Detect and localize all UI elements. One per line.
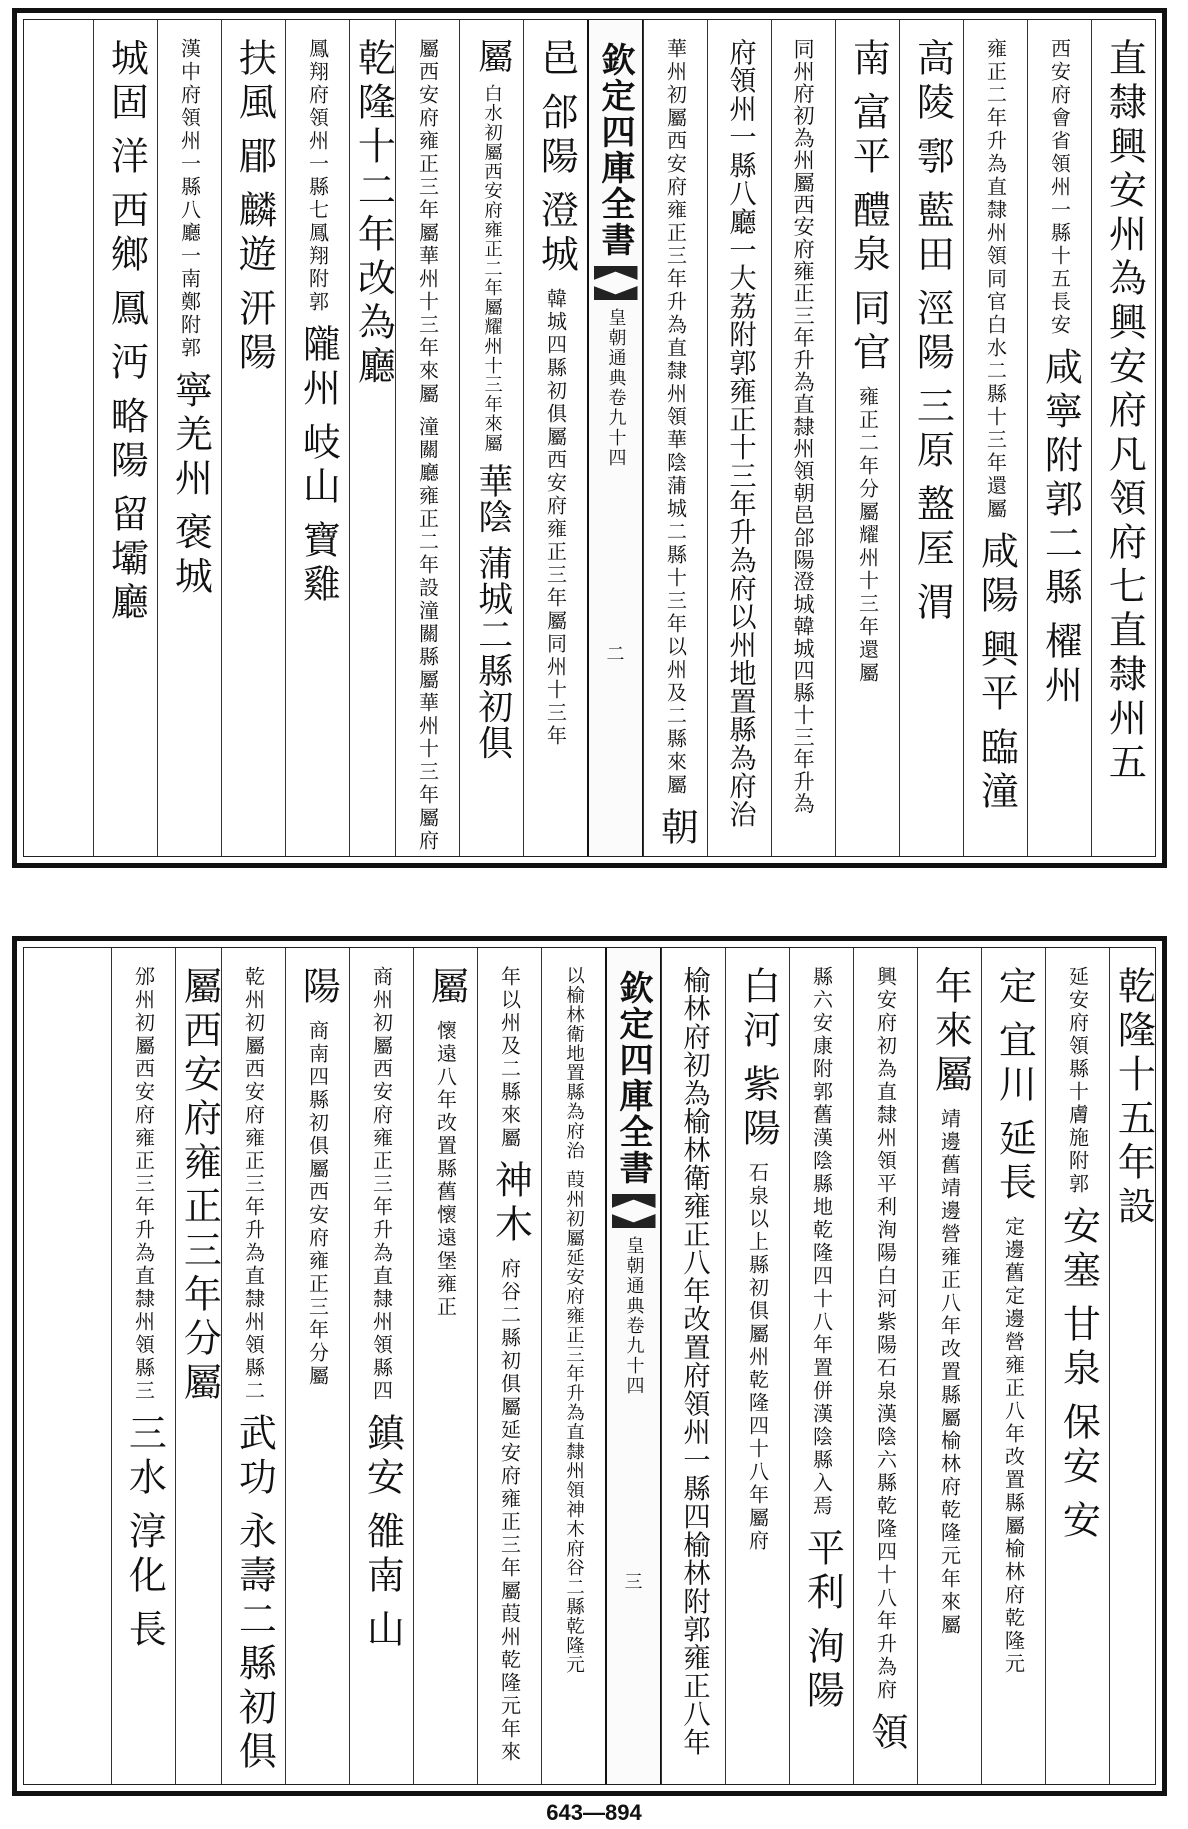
text-segment: 鄠 <box>910 136 955 180</box>
text-segment: 淳化 <box>122 1511 167 1599</box>
text-segment: 直隸興安州為興安府凡領府七直隸州五 <box>1102 38 1147 786</box>
text-segment: 城固 <box>104 38 149 126</box>
text-segment: 永壽二縣初俱 <box>232 1511 277 1775</box>
text-segment: 寧羌州 <box>168 370 213 502</box>
text-segment: 藍田 <box>910 190 955 278</box>
text-segment: 葭州初屬延安府雍正三年升為直隸州領神木府谷二縣乾隆元 <box>563 1170 585 1675</box>
text-segment: 雍正二年升為直隸州領同官白水二縣十三年還屬 <box>983 38 1008 521</box>
text-segment: 三原 <box>910 386 955 474</box>
text-column <box>285 948 349 1784</box>
text-segment: 臨潼 <box>974 727 1019 815</box>
text-segment: 屬西安府雍正三年分屬 <box>177 966 221 1406</box>
text-column <box>541 948 605 1784</box>
text-segment: 隴州 <box>296 324 341 412</box>
text-column <box>413 948 477 1784</box>
text-segment: 麟遊 <box>232 190 277 278</box>
text-segment: 盩厔 <box>910 484 955 572</box>
leaf-number: 二 <box>606 644 625 665</box>
text-segment: 雍正二年分屬耀州十三年還屬 <box>855 386 880 685</box>
text-segment: 富平 <box>846 92 891 180</box>
text-segment: 華陰 <box>471 462 512 535</box>
book-spine-column <box>587 20 643 856</box>
text-segment: 同官 <box>846 288 891 376</box>
text-segment: 涇陽 <box>910 288 955 376</box>
text-segment: 鎮安 <box>360 1413 405 1501</box>
text-segment: 略陽 <box>104 396 149 484</box>
text-segment: 縣六安康附郭舊漢陰縣地乾隆四十八年置併漢陰縣入焉 <box>809 966 834 1518</box>
text-segment: 定邊舊定邊營雍正八年改置縣屬榆林府乾隆元 <box>1001 1216 1026 1676</box>
text-segment: 靖邊舊靖邊營雍正八年改置縣屬榆林府乾隆元年來屬 <box>937 1108 962 1637</box>
text-column <box>477 948 541 1784</box>
text-segment: 安 <box>1056 1500 1101 1544</box>
bottom-columns <box>24 948 1155 1784</box>
bottom-page-frame <box>23 947 1156 1785</box>
text-segment: 櫂州 <box>1038 621 1083 709</box>
page-number-footer: 643—894 <box>546 1800 642 1825</box>
book-spine-column <box>605 948 661 1784</box>
text-segment: 保安 <box>1056 1402 1101 1490</box>
text-column <box>643 20 707 856</box>
text-column <box>853 948 917 1784</box>
text-column <box>981 948 1045 1784</box>
text-segment: 平利 <box>800 1528 845 1616</box>
text-column <box>725 948 789 1784</box>
text-segment: 南 <box>846 38 891 82</box>
text-segment: 山 <box>360 1609 405 1653</box>
text-segment: 宜川 <box>992 1020 1037 1108</box>
text-segment: 高陵 <box>910 38 955 126</box>
fishtail-mark-icon <box>612 1194 656 1228</box>
text-column <box>221 948 285 1784</box>
bottom-page-panel <box>12 936 1167 1796</box>
text-column <box>157 20 221 856</box>
text-column <box>459 20 523 856</box>
text-segment: 雒南 <box>360 1511 405 1599</box>
text-segment: 紫陽 <box>736 1064 781 1152</box>
text-segment: 韓城四縣初俱屬西安府雍正三年屬同州十三年 <box>543 288 568 748</box>
text-segment: 乾隆十五年設 <box>1111 966 1155 1230</box>
text-column <box>395 20 459 856</box>
volume-label: 皇朝通典卷九十四 <box>605 308 627 468</box>
text-column <box>661 948 725 1784</box>
text-column <box>899 20 963 856</box>
text-segment: 延長 <box>992 1118 1037 1206</box>
text-column <box>917 948 981 1784</box>
book-title: 欽定四庫全書 <box>613 970 653 1186</box>
text-segment: 石泉以上縣初俱屬州乾隆四十八年屬府 <box>745 1162 770 1553</box>
text-column <box>1091 20 1155 856</box>
text-column <box>963 20 1027 856</box>
text-segment: 鳳翔府領州一縣七鳳翔附郭 <box>305 38 330 314</box>
text-segment: 神木 <box>488 1160 533 1248</box>
text-column <box>285 20 349 856</box>
text-segment: 扶風 <box>232 38 277 126</box>
text-segment: 白河 <box>736 966 781 1054</box>
text-segment: 同州府初為州屬西安府雍正三年升為直隸州領朝邑郃陽澄城韓城四縣十三年升為 <box>791 38 817 815</box>
text-segment: 興安府初為直隸州領平利洵陽白河紫陽石泉漢陰六縣乾隆四十八年升為府 <box>873 966 898 1702</box>
text-segment: 長 <box>122 1609 167 1653</box>
text-segment: 府谷二縣初俱屬延安府雍正三年屬葭州乾隆元年來 <box>497 1258 522 1764</box>
text-segment: 西鄉 <box>104 190 149 278</box>
text-segment: 乾州初屬西安府雍正三年升為直隸州領縣二 <box>241 966 266 1403</box>
text-segment: 邠州初屬西安府雍正三年升為直隸州領縣三 <box>131 966 156 1403</box>
text-column <box>1027 20 1091 856</box>
text-segment: 汧陽 <box>232 288 277 376</box>
text-column <box>523 20 587 856</box>
volume-label: 皇朝通典卷九十四 <box>623 1236 645 1396</box>
text-segment: 安塞 <box>1056 1206 1101 1294</box>
text-segment: 年來屬 <box>928 966 973 1098</box>
text-segment: 白水初屬西安府雍正二年屬耀州十三年來屬 <box>481 83 503 453</box>
text-segment: 洋 <box>104 136 149 180</box>
fishtail-mark-icon <box>594 266 638 300</box>
top-page-panel <box>12 8 1167 868</box>
text-segment: 寶雞 <box>296 520 341 608</box>
text-column <box>835 20 899 856</box>
text-column <box>175 948 221 1784</box>
text-segment: 領 <box>864 1712 909 1756</box>
text-segment: 屬 <box>424 966 469 1010</box>
top-columns <box>24 20 1155 856</box>
text-segment: 岐山 <box>296 422 341 510</box>
text-column <box>789 948 853 1784</box>
text-segment: 屬 <box>471 38 512 74</box>
text-segment: 渭 <box>910 582 955 626</box>
text-segment: 郿 <box>232 136 277 180</box>
text-segment: 醴泉 <box>846 190 891 278</box>
book-title: 欽定四庫全書 <box>595 42 635 258</box>
text-segment: 華州初屬西安府雍正三年升為直隸州領華陰蒲城二縣十三年以州及二縣來屬 <box>663 38 688 797</box>
text-segment: 商南四縣初俱屬西安府雍正三年分屬 <box>305 1020 330 1388</box>
text-segment: 沔 <box>104 342 149 386</box>
text-segment: 府領州一縣八廳一大荔附郭雍正十三年升為府以州地置縣為府治 <box>724 38 756 829</box>
text-segment: 邑 <box>534 38 579 82</box>
text-segment: 留壩廳 <box>104 494 149 626</box>
text-segment: 咸寧附郭二縣 <box>1038 347 1083 611</box>
leaf-number: 三 <box>624 1572 643 1593</box>
text-column <box>111 948 175 1784</box>
text-segment: 蒲城二縣初俱 <box>471 544 512 761</box>
text-segment: 定 <box>992 966 1037 1010</box>
text-segment: 陽 <box>296 966 341 1010</box>
text-segment: 懷遠八年改置縣舊懷遠堡雍正 <box>433 1020 458 1319</box>
text-segment: 乾隆十二年改為廳 <box>351 38 395 390</box>
text-segment: 興平 <box>974 629 1019 717</box>
text-segment: 屬西安府雍正三年屬華州十三年來屬 <box>415 38 440 406</box>
text-segment: 榆林府初為榆林衛雍正八年改置府領州一縣四榆林附郭雍正八年 <box>678 966 710 1757</box>
text-segment: 鳳 <box>104 288 149 332</box>
text-column <box>349 20 395 856</box>
text-segment: 延安府領縣十膚施附郭 <box>1065 966 1090 1196</box>
text-segment: 郃陽 <box>534 92 579 180</box>
top-page-frame <box>23 19 1156 857</box>
text-column <box>1045 948 1109 1784</box>
text-segment: 咸陽 <box>974 531 1019 619</box>
text-segment: 漢中府領州一縣八廳一南鄭附郭 <box>177 38 202 360</box>
text-segment: 年以州及二縣來屬 <box>497 966 522 1150</box>
text-segment: 褒城 <box>168 512 213 600</box>
text-segment: 商州初屬西安府雍正三年升為直隸州領縣四 <box>369 966 394 1403</box>
text-column <box>1109 948 1155 1784</box>
text-segment: 洵陽 <box>800 1626 845 1714</box>
text-column <box>771 20 835 856</box>
text-segment: 甘泉 <box>1056 1304 1101 1392</box>
text-segment: 武功 <box>232 1413 277 1501</box>
text-column <box>221 20 285 856</box>
text-column <box>93 20 157 856</box>
text-column <box>707 20 771 856</box>
text-segment: 朝 <box>654 807 699 851</box>
text-segment: 潼關廳雍正二年設潼關縣屬華州十三年屬府 <box>415 416 440 853</box>
text-segment: 西安府會省領州一縣十五長安 <box>1047 38 1072 337</box>
text-segment: 以榆林衛地置縣為府治 <box>563 966 585 1160</box>
text-segment: 三水 <box>122 1413 167 1501</box>
text-column <box>349 948 413 1784</box>
text-segment: 澄城 <box>534 190 579 278</box>
